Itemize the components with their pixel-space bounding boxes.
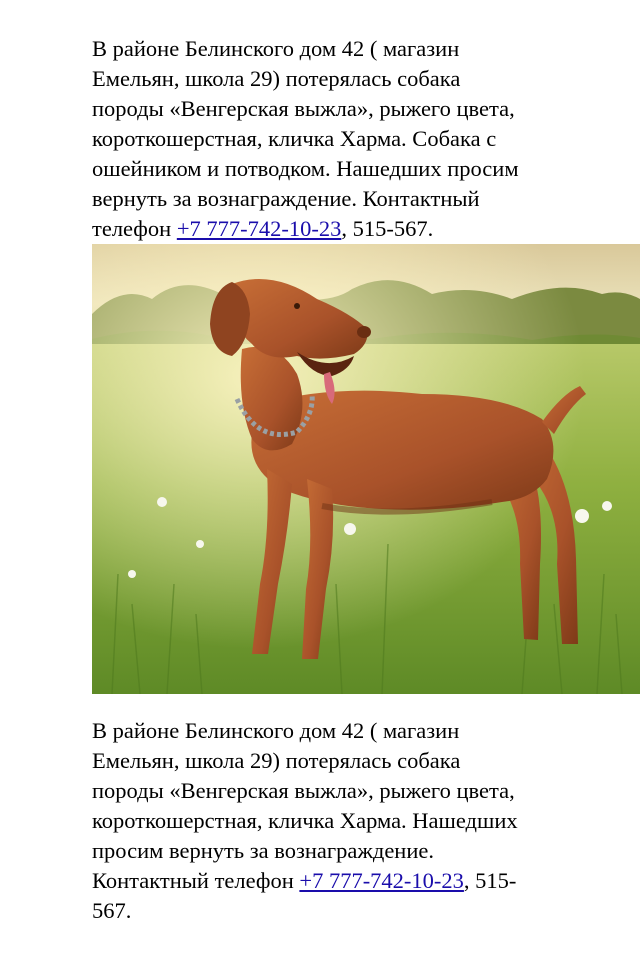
phone-suffix: , 515-567. [341, 216, 434, 241]
text-line: В районе Белинского дом 42 ( магазин [92, 718, 460, 743]
dog-photo-illustration [92, 244, 640, 694]
phone-link[interactable]: +7 777-742-10-23 [176, 216, 342, 241]
text-line: Емельян, школа 29) потерялась собака [92, 748, 461, 773]
text-line: просим вернуть за вознаграждение. [92, 838, 435, 863]
text-line: Емельян, школа 29) потерялась собака [92, 66, 461, 91]
bottom-paragraph [92, 716, 602, 926]
phone-prefix: телефон [92, 216, 177, 241]
phone-suffix: , 515- [463, 868, 517, 893]
text-line: породы «Венгерская выжла», рыжего цвета, [92, 96, 515, 121]
text-line: короткошерстная, кличка Харма. Собака с [92, 126, 497, 151]
top-paragraph [92, 34, 602, 244]
phone-line [92, 866, 602, 896]
text-line: 567. [92, 898, 132, 923]
text-line: В районе Белинского дом 42 ( магазин [92, 36, 460, 61]
phone-prefix: Контактный телефон [92, 868, 300, 893]
text-line: короткошерстная, кличка Харма. Нашедших [92, 808, 518, 833]
text-line: вернуть за вознаграждение. Контактный [92, 186, 480, 211]
text-line: ошейником и потводком. Нашедших просим [92, 156, 519, 181]
phone-line [92, 214, 602, 244]
dog-photo [92, 244, 640, 694]
text-line: породы «Венгерская выжла», рыжего цвета, [92, 778, 515, 803]
phone-link[interactable]: +7 777-742-10-23 [299, 868, 464, 893]
